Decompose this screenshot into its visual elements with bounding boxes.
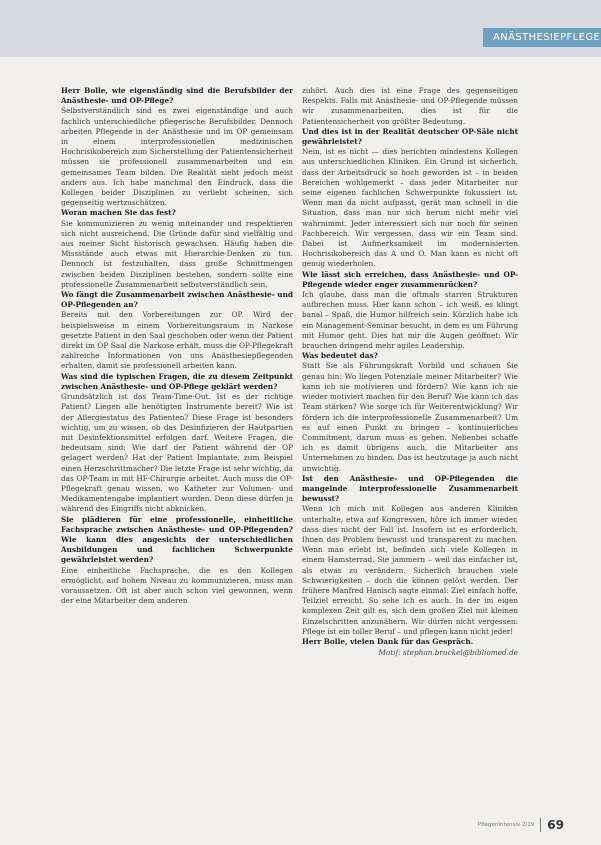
article-column-left bbox=[61, 86, 293, 766]
interview-question: Sie plädieren für eine professionelle, einheitliche Fachsprache zwischen Anästhesie- und OP-Pflegenden? Wie kann dies angesichts der unterschiedlichen Ausbildungen und fachlichen Schwerpunkte gewährleistet werden? bbox=[61, 514, 293, 565]
article-body bbox=[61, 86, 518, 766]
interview-question: Ist den Anästhesie- und OP-Pflegenden die mangelnde interprofessionelle Zusammenarbeit bewusst? bbox=[302, 473, 518, 504]
interview-signoff: Herr Bolle, vielen Dank für das Gespräch. bbox=[302, 636, 474, 646]
interview-question: Was bedeutet das? bbox=[302, 351, 378, 361]
interview-answer: zuhört. Auch dies ist eine Frage des gegenseitigen Respekts. Falls mit Anästhesie- und OP-Pflegende müssen wir zusammenarbeiten, dies ist für die Patientensicherheit von größter Bedeutung. bbox=[302, 86, 518, 126]
interview-answer: Nein, ist es nicht — dies berichten mindestens Kollegen aus unterschiedlichen Kliniken. Ein Grund ist sicherlich, dass der Arbeitsdruck so hoch geworden ist – in beiden Bereichen wohlgemerkt – dass jeder Mitarbeiter nur seine eigenen fachlichen Schwerpunkte fokussiert ist. Wenn man da nicht aufpasst, gerät man schnell in die Situation, dass man nur sich herum nicht mehr viel wahrnimmt. Jeder interessiert sich nur noch für seinen Fachbereich. Wir vergessen, dass wir ein Team sind. Dabei ist Aufmerksamkeit im modernisierten Hochrisikobereich das A und O. Man kann es nicht oft genug wiederholen. bbox=[302, 147, 518, 269]
journal-name: PflegenIntensiv 2/19 bbox=[477, 822, 535, 828]
interview-answer: Sie kommunizieren zu wenig miteinander und respektieren sich nicht ausreichend. Die Gründe dafür sind vielfältig und aus meiner Sicht historisch gewachsen. Häufig haben die Missstände auch etwas mit Hierarchie-Denken zu tun. Dennoch ist festzuhalten, dass große Schnittmengen zwischen beiden Disziplinen bestehen, sondern sollte eine professionelle Zusammenarbeit selbstverständlich sein. bbox=[61, 218, 293, 289]
page-footer bbox=[478, 818, 564, 832]
author-credit: Motif: stephan.bruckel@bibliomed.de bbox=[378, 648, 518, 658]
interview-answer: Statt Sie als Führungskraft Vorbild und schauen Sie genau hin: Wo liegen Potenziale meiner Mitarbeiter? Wie kann ich sie motivieren und fördern? Wie kann ich sie wieder motiviert machen für den Beruf? Wie kann ich das Team stärken? Wie sorge ich für Weiterentwicklung? Wir fördern ich die interprofessionelle Zusammenarbeit? Um es auf einen Punkt zu bringen – kontinuierliches Commitment, darum muss es gehen. Nebenbei schaffe ich es damit übrigens auch, die Mitarbeiter ans Unternehmen zu binden. Das ist heutzutage ja auch nicht unwichtig. bbox=[302, 361, 518, 473]
interview-answer: Bereits mit den Vorbereitungen zur OP. Wird der beispielsweise in einem Vorbereitungsraum in Narkose gesetzte Patient in den Saal geschoben oder wenn der Patient direkt im OP Saal die Narkose erhält, muss die OP-Pflegekraft zahlreiche Informationen von uns Anästhesiepflegenden erhalten, damit sie professionell arbeiten kann. bbox=[61, 310, 293, 371]
interview-answer: Selbstverständlich sind es zwei eigenständige und auch fachlich unterschiedliche pflegerische Berufsbilder. Dennoch arbeiten Pflegende in der Anästhesie und im OP gemeinsam in einem interprofessionellen medizinischen Hochrisikobereich zum Sicherstellung der Patientensicherheit müssen sie professionell zusammenarbeiten und ein gemeinsames Team bilden. Die Realität sieht jedoch meist anders aus. Ich habe manchmal den Eindruck, dass die Kollegen beider Disziplinen zu verliebt scheinen, sich gegenseitig wertzuschätzen. bbox=[61, 106, 293, 208]
article-column-right bbox=[302, 86, 518, 766]
interview-answer: Grundsätzlich ist das Team-Time-Out. Ist es der richtige Patient? Liegen alle benötigten Instrumente bereit? Wie ist der Allergiestatus des Patienten? Diese Frage ist besonders wichtig, um zu wissen, ob das Desinfizieren der Hautpartien mit Desinfektionsmittel erfolgen darf. Weitere Fragen, die bedeutsam sind: Wie darf der Patient während der OP gelagert werden? Hat der Patient Implantate, zum Beispiel einen Herzschrittmacher? Die letzte Frage ist sehr wichtig, da das OP-Team in mit HF-Chirurgie arbeitet. Auch muss die OP-Pflegekraft genau wissen, wo Katheter zur Volumen- und Medikamentengabe implantiert wurden. Denn diese dürfen ja während des Eingriffs nicht abknicken. bbox=[61, 392, 293, 514]
interview-question: Wie lässt sich erreichen, dass Anästhesie- und OP-Pflegende wieder enger zusammenrücken? bbox=[302, 269, 518, 289]
interview-answer: Ich glaube, dass man die oftmals starren Strukturen aufbrechen muss. Hier kann schon – ich weiß, es klingt banal – Spaß, die Humor hilfreich sein. Kürzlich habe ich ein Management-Seminar besucht, in dem es um Führung mit Humor geht. Dies hat mir die Augen geöffnet: Wir brauchen dringend mehr agiles Leadership. bbox=[302, 290, 518, 351]
interview-answer: Eine einheitliche Fachsprache, die es den Kollegen ermöglicht, auf hohem Niveau zu kommunizieren, muss man voraussetzen. Oft ist aber auch schon viel gewonnen, wenn der eine Mitarbeiter dem anderen bbox=[61, 565, 293, 606]
section-tag: ANÄSTHESIEPFLEGE bbox=[483, 28, 601, 47]
interview-question: Wo fängt die Zusammenarbeit zwischen Anästhesie- und OP-Pflegenden an? bbox=[61, 290, 293, 310]
interview-answer: Wenn ich mich mit Kollegen aus anderen Kliniken unterhalte, etwa auf Kongressen, höre ich immer wieder, dass dies nicht der Fall ist. Insofern ist es erforderlich, Ihnen das Problem bewusst und transparent zu machen. Wenn man erlebt ist, befinden sich viele Kollegen in einem Hamsterrad. Sie jammern – weil das einfacher ist, als etwas zu verändern. Sicherlich brauchen viele Schwierigkeiten – doch die können gelöst werden. Der frühere Manfred Hanisch sagte einmal: Ziel einfach hoffe, Teilziel erreicht. So sehe ich es auch. In der im eigen komplexen Zeit gilt es, sich dem großen Ziel mit kleinen Einzelschritten anzunähern. Wir dürfen nicht vergessen: Pflege ist ein toller Beruf – und pflegen kann nicht jeder! bbox=[302, 504, 518, 636]
interview-question: Herr Bolle, wie eigenständig sind die Berufsbilder der Anästhesie- und OP-Pflege? bbox=[61, 86, 293, 106]
footer-divider bbox=[540, 818, 541, 832]
page-number: 69 bbox=[547, 818, 564, 832]
interview-question: Woran machen Sie das fest? bbox=[61, 208, 176, 218]
interview-question: Was sind die typischen Fragen, die zu diesem Zeitpunkt zwischen Anästhesie- und OP-Pflege geklärt werden? bbox=[61, 371, 293, 391]
interview-question: Und dies ist in der Realität deutscher OP-Säle nicht gewährleistet? bbox=[302, 126, 518, 147]
